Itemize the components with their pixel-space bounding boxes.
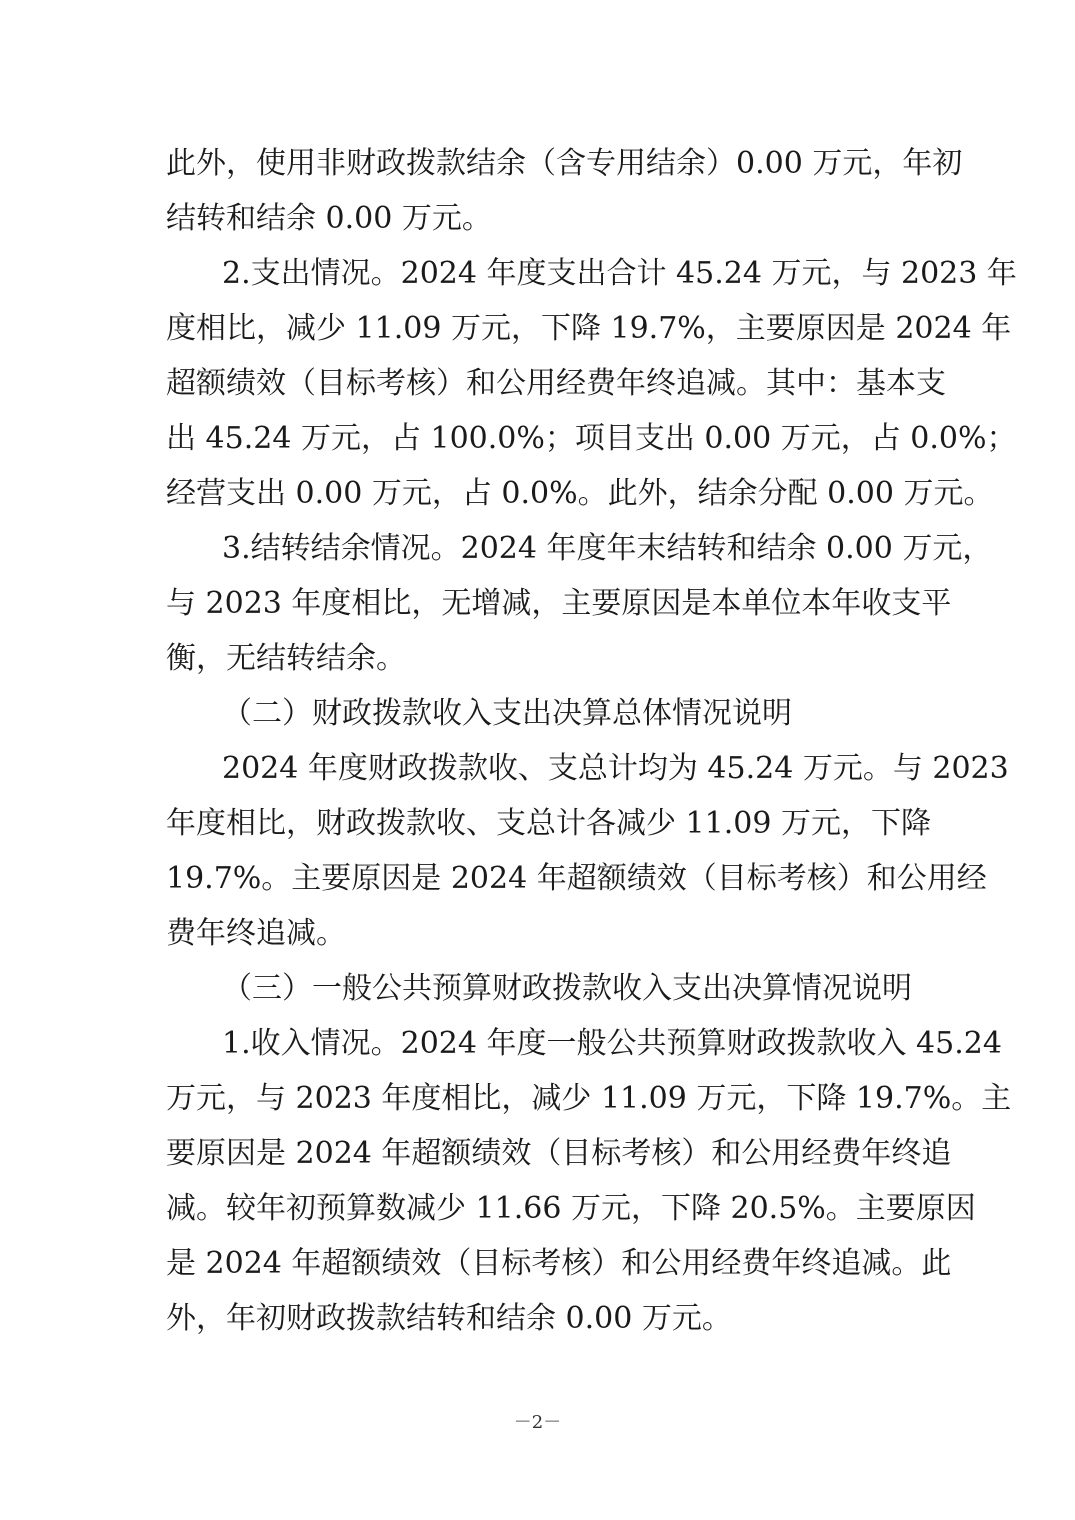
text-line: 衡，无结转结余。 (166, 641, 406, 676)
section-heading-general-budget: （三）一般公共预算财政拨款收入支出决算情况说明 (222, 971, 912, 1006)
text-line: 2.支出情况。2024 年度支出合计 45.24 万元，与 2023 年 (222, 256, 1017, 291)
text-line: 出 45.24 万元，占 100.0%；项目支出 0.00 万元，占 0.0%； (166, 421, 1017, 456)
paragraph-nonfiscal-surplus (166, 136, 963, 246)
text-line: 3.结转结余情况。2024 年度年末结转和结余 0.00 万元， (222, 531, 993, 566)
text-line: 2024 年度财政拨款收、支总计均为 45.24 万元。与 2023 (222, 751, 1009, 786)
paragraph-fiscal-overview (166, 741, 1009, 961)
text-line: 外，年初财政拨款结转和结余 0.00 万元。 (166, 1301, 732, 1336)
text-line: 超额绩效（目标考核）和公用经费年终追减。其中：基本支 (166, 366, 946, 401)
text-line: 年度相比，财政拨款收、支总计各减少 11.09 万元，下降 (166, 806, 931, 841)
text-line: 万元，与 2023 年度相比，减少 11.09 万元，下降 19.7%。主 (166, 1081, 1012, 1116)
document-body (166, 136, 1017, 1346)
text-line: 经营支出 0.00 万元，占 0.0%。此外，结余分配 0.00 万元。 (166, 476, 994, 511)
text-line: 费年终追减。 (166, 916, 346, 951)
paragraph-expenditure (166, 246, 1017, 521)
text-line: 度相比，减少 11.09 万元，下降 19.7%，主要原因是 2024 年 (166, 311, 1012, 346)
section-heading-fiscal-overview: （二）财政拨款收入支出决算总体情况说明 (222, 696, 792, 731)
text-line: 与 2023 年度相比，无增减，主要原因是本单位本年收支平 (166, 586, 952, 621)
text-line: 要原因是 2024 年超额绩效（目标考核）和公用经费年终追 (166, 1136, 952, 1171)
text-line: 19.7%。主要原因是 2024 年超额绩效（目标考核）和公用经 (166, 861, 987, 896)
text-line: 结转和结余 0.00 万元。 (166, 201, 492, 236)
text-line: 此外，使用非财政拨款结余（含专用结余）0.00 万元，年初 (166, 146, 963, 181)
paragraph-carryover (166, 521, 993, 686)
text-line: 减。较年初预算数减少 11.66 万元，下降 20.5%。主要原因 (166, 1191, 976, 1226)
text-line: 是 2024 年超额绩效（目标考核）和公用经费年终追减。此 (166, 1246, 952, 1281)
paragraph-income (166, 1016, 1012, 1346)
text-line: 1.收入情况。2024 年度一般公共预算财政拨款收入 45.24 (222, 1026, 1002, 1061)
page-number: －2－ (513, 1412, 562, 1433)
